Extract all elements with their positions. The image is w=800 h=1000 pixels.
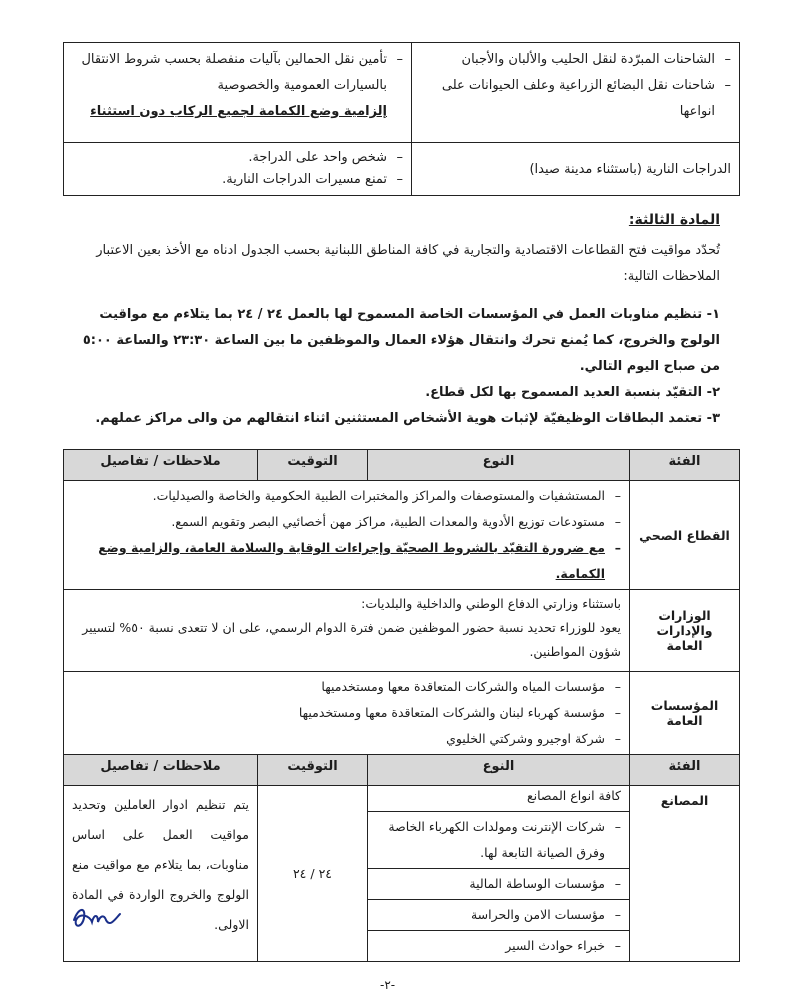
signature-mark [68, 902, 124, 932]
top-table [63, 42, 740, 196]
table-row [64, 672, 740, 755]
factories-timing: ٢٤ / ٢٤ [258, 786, 368, 962]
list-item: – المستشفيات والمستوصفات والمراكز والمختبرات الطبية الحكومية والخاصة والصيدليات. [72, 483, 621, 509]
page-number: -٢- [380, 978, 396, 992]
table-row [64, 143, 740, 196]
motorcycles-rules-cell [64, 143, 412, 196]
list-item: – الشاحنات المبرّدة لنقل الحليب والألبان والأجبان [420, 47, 731, 73]
article-intro: تُحدّد مواقيت فتح القطاعات الاقتصادية والتجارية في كافة المناطق اللبنانية بحسب الجدول ادناه مع الأخذ بعين الاعتبار الملاحظات التالية: [96, 243, 720, 284]
list-item: – مؤسسات الوساطة المالية [376, 871, 621, 897]
table-header-row [64, 450, 740, 481]
other-type [368, 812, 630, 869]
public-institutions-category: المؤسسات العامة [630, 672, 740, 755]
list-item: – مع ضرورة التقيّد بالشروط الصحيّة وإجراءات الوقاية والسلامة العامة، والزامية وضع الكمامة. [72, 535, 621, 587]
list-item [72, 47, 403, 125]
list-item: – شخص واحد على الدراجة. [72, 147, 403, 169]
point-3: ٣- تعتمد البطاقات الوظيفيّة لإثبات هوية الأشخاص المستثنين اثناء انتقالهم من والى مراكز عملهم. [95, 411, 720, 426]
blank-cell [630, 931, 740, 962]
table-header-row [64, 755, 740, 786]
factories-category: المصانع [630, 786, 740, 812]
article-title: المادة الثالثة: [628, 212, 720, 228]
list-item: – مؤسسات المياه والشركات المتعاقدة معها ومستخدميها [72, 674, 621, 700]
table-row [64, 481, 740, 590]
ministries-line-2: يعود للوزراء تحديد نسبة حضور الموظفين ضمن فترة الدوام الرسمي، على ان لا تتعدى نسبة ٥٠% لتسيير شؤون المواطنين. [82, 620, 621, 659]
header-notes: ملاحظات / تفاصيل [64, 450, 258, 481]
health-details [64, 481, 630, 590]
ministries-line-1: باستثناء وزارتي الدفاع الوطني والداخلية والبلديات: [361, 596, 621, 611]
other-type [368, 931, 630, 962]
list-item: – مستودعات توزيع الأدوية والمعدات الطبية، مراكز مهن أخصائيي البصر وتقويم السمع. [72, 509, 621, 535]
list-item: – شاحنات نقل البضائع الزراعية وعلف الحيوانات على انواعها [420, 73, 731, 125]
list-item: – شركة اوجيرو وشركتي الخليوي [72, 726, 621, 752]
list-item: – شركات الإنترنت ومولدات الكهرباء الخاصة وفرق الصيانة التابعة لها. [376, 814, 621, 866]
other-type [368, 869, 630, 900]
list-item: – مؤسسات الامن والحراسة [376, 902, 621, 928]
header-type: النوع [368, 755, 630, 786]
article-points [60, 302, 720, 432]
motorcycles-cell [412, 143, 740, 196]
header-timing: التوقيت [258, 755, 368, 786]
ministries-category: الوزارات والإدارات العامة [630, 590, 740, 672]
table-row [64, 786, 740, 812]
blank-cell [630, 869, 740, 900]
blank-cell [630, 812, 740, 869]
public-institutions-details [64, 672, 630, 755]
porters-text: تأمين نقل الحمالين بآليات منفصلة بحسب شروط الانتقال بالسيارات العمومية والخصوصية [81, 52, 387, 93]
factories-type: كافة انواع المصانع [368, 786, 630, 812]
list-item: – مؤسسة كهرباء لبنان والشركات المتعاقدة معها ومستخدميها [72, 700, 621, 726]
table-row [64, 43, 740, 143]
porters-cell [64, 43, 412, 143]
header-category: الفئة [630, 450, 740, 481]
header-category: الفئة [630, 755, 740, 786]
mask-requirement: إلزامية وضع الكمامة لجميع الركاب دون استثناء [90, 104, 387, 119]
sectors-table [63, 449, 740, 962]
motorcycles-text: الدراجات النارية (باستثناء مدينة صيدا) [529, 161, 731, 177]
table-row [64, 590, 740, 672]
other-type [368, 900, 630, 931]
ministries-details [64, 590, 630, 672]
list-item: – خبراء حوادث السير [376, 933, 621, 959]
point-1: ١- تنظيم مناوبات العمل في المؤسسات الخاصة المسموح لها بالعمل ٢٤ / ٢٤ بما يتلاءم مع مواقيت الولوج والخروج، كما يُمنع تحرك وانتقال هؤلاء العمال والموظفين ما بين الساعة ٢٣:٣٠ والساعة ٥:٠٠ من صباح اليوم التالي. [82, 307, 720, 374]
trucks-cell [412, 43, 740, 143]
factories-notes: يتم تنظيم ادوار العاملين وتحديد مواقيت العمل على اساس مناوبات، بما يتلاءم مع مواقيت منع الولوج والخروج الواردة في المادة الاولى. [64, 786, 258, 962]
point-2: ٢- التقيّد بنسبة العديد المسموح بها لكل قطاع. [425, 385, 720, 400]
header-notes: ملاحظات / تفاصيل [64, 755, 258, 786]
list-item: – تمنع مسيرات الدراجات النارية. [72, 169, 403, 191]
header-timing: التوقيت [258, 450, 368, 481]
blank-cell [630, 900, 740, 931]
header-type: النوع [368, 450, 630, 481]
health-category: القطاع الصحي [630, 481, 740, 590]
